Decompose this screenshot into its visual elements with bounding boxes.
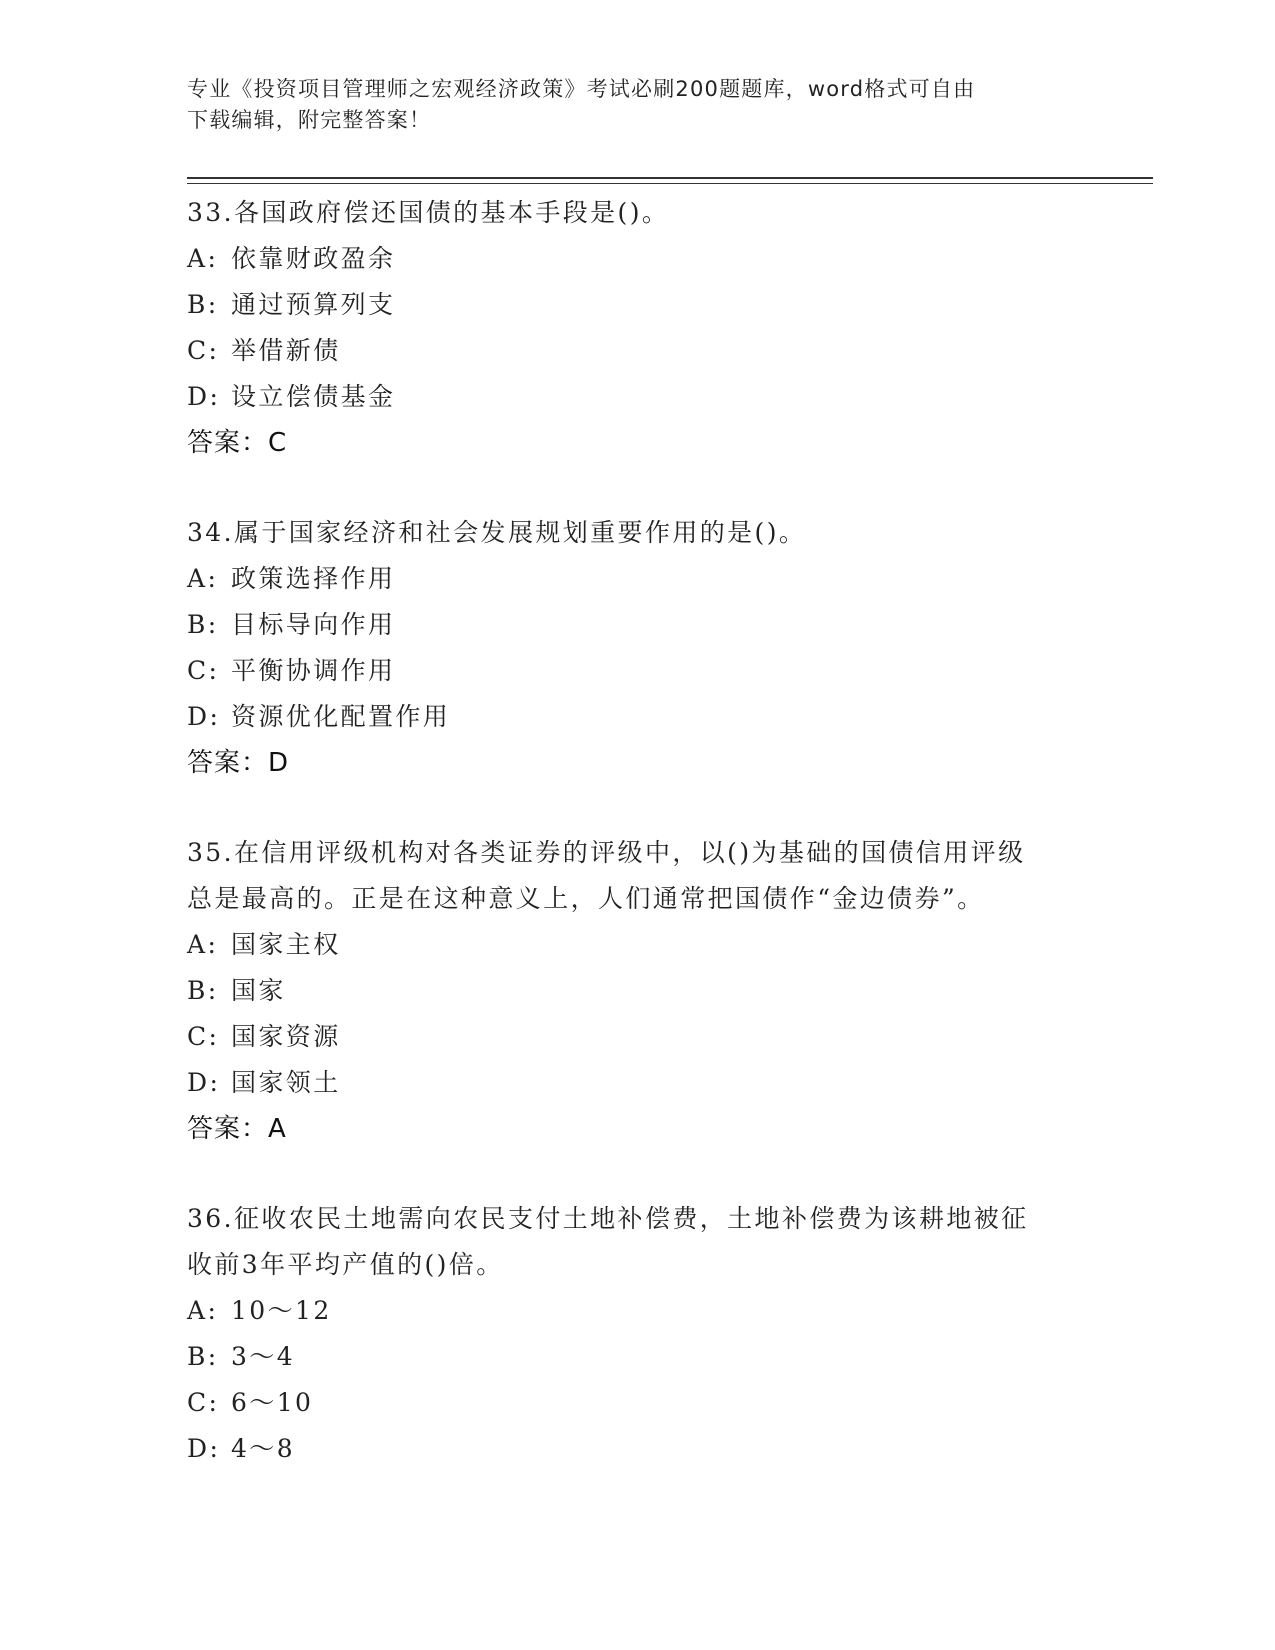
question-33: [187, 190, 1087, 466]
option-d: [187, 374, 1087, 420]
option-c: [187, 328, 1087, 374]
option-d: [187, 1060, 1087, 1106]
option-a: [187, 922, 1087, 968]
header-line-2: 下载编辑，附完整答案！: [187, 108, 432, 132]
answer-line: [187, 420, 1087, 466]
option-text: 政策选择作用: [231, 564, 396, 593]
question-36: [187, 1196, 1087, 1472]
option-d: [187, 694, 1087, 740]
option-letter: D:: [187, 1434, 221, 1463]
option-letter: C:: [187, 656, 220, 685]
option-text: 通过预算列支: [231, 290, 396, 319]
option-b: [187, 602, 1087, 648]
option-letter: D:: [187, 702, 221, 731]
option-b: [187, 282, 1087, 328]
option-letter: D:: [187, 382, 221, 411]
document-header: [187, 74, 1067, 136]
option-text: 设立偿债基金: [231, 382, 396, 411]
option-text: 4～8: [231, 1434, 296, 1463]
option-text: 举借新债: [231, 336, 341, 365]
option-letter: C:: [187, 336, 220, 365]
option-letter: B:: [187, 290, 219, 319]
option-text: 3～4: [231, 1342, 296, 1371]
question-stem: 35.在信用评级机构对各类证券的评级中，以()为基础的国债信用评级: [187, 838, 1026, 867]
answer-label: 答案：: [187, 1114, 269, 1144]
option-c: [187, 648, 1087, 694]
question-stem: 34.属于国家经济和社会发展规划重要作用的是()。: [187, 518, 807, 547]
option-letter: C:: [187, 1388, 220, 1417]
option-b: [187, 1334, 1087, 1380]
answer-label: 答案：: [187, 428, 269, 458]
option-text: 6～10: [231, 1388, 314, 1417]
option-d: [187, 1426, 1087, 1472]
option-text: 资源优化配置作用: [231, 702, 451, 731]
option-text: 国家领土: [231, 1068, 341, 1097]
answer-label: 答案：: [187, 748, 269, 778]
answer-value: D: [268, 748, 290, 778]
option-text: 10～12: [231, 1296, 332, 1325]
option-c: [187, 1380, 1087, 1426]
question-stem: 33.各国政府偿还国债的基本手段是()。: [187, 198, 670, 227]
answer-value: C: [268, 428, 288, 458]
answer-line: [187, 740, 1087, 786]
option-text: 目标导向作用: [231, 610, 396, 639]
question-34: [187, 510, 1087, 786]
option-letter: D:: [187, 1068, 221, 1097]
option-letter: B:: [187, 610, 219, 639]
question-list: [187, 190, 1087, 1516]
option-letter: B:: [187, 1342, 219, 1371]
option-text: 依靠财政盈余: [231, 244, 396, 273]
option-a: [187, 1288, 1087, 1334]
option-text: 国家主权: [231, 930, 341, 959]
option-letter: B:: [187, 976, 219, 1005]
question-stem-cont: 总是最高的。正是在这种意义上，人们通常把国债作“金边债券”。: [187, 884, 985, 913]
option-b: [187, 968, 1087, 1014]
option-letter: A:: [187, 244, 219, 273]
option-a: [187, 236, 1087, 282]
header-divider: [187, 177, 1153, 184]
option-letter: C:: [187, 1022, 220, 1051]
answer-line: [187, 1106, 1087, 1152]
option-text: 国家: [231, 976, 286, 1005]
question-stem-cont: 收前3年平均产值的()倍。: [187, 1250, 504, 1279]
option-letter: A:: [187, 564, 219, 593]
option-letter: A:: [187, 930, 219, 959]
option-text: 平衡协调作用: [231, 656, 396, 685]
answer-value: A: [268, 1114, 287, 1144]
question-stem: 36.征收农民土地需向农民支付土地补偿费，土地补偿费为该耕地被征: [187, 1204, 1029, 1233]
option-a: [187, 556, 1087, 602]
question-35: [187, 830, 1087, 1152]
option-letter: A:: [187, 1296, 219, 1325]
header-line-1: 专业《投资项目管理师之宏观经济政策》考试必刷200题题库，word格式可自由: [187, 77, 976, 101]
option-c: [187, 1014, 1087, 1060]
option-text: 国家资源: [231, 1022, 341, 1051]
